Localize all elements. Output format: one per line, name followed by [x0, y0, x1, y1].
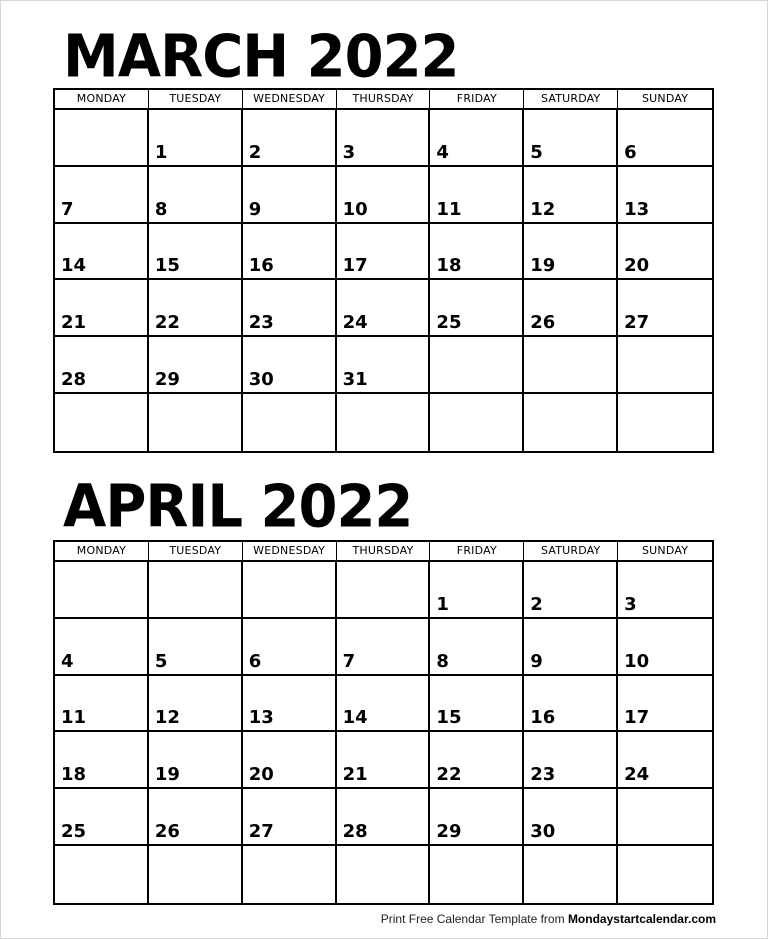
day-number: 1: [154, 141, 168, 163]
day-cell: [524, 732, 618, 789]
day-number: 25: [61, 821, 87, 843]
day-number: 10: [342, 198, 368, 220]
day-number: 11: [436, 198, 462, 220]
day-cell: [430, 280, 524, 337]
day-number: 31: [342, 369, 368, 391]
day-cell: [243, 167, 337, 224]
day-cell: [55, 846, 149, 903]
day-cell: [337, 619, 431, 676]
day-number: 15: [154, 255, 180, 277]
weekday-header: TUESDAY: [149, 542, 243, 560]
day-cell: [430, 110, 524, 167]
day-cell: [618, 167, 712, 224]
month-title-march: MARCH 2022: [63, 22, 459, 91]
weekday-header: THURSDAY: [337, 542, 431, 560]
day-cell: [149, 337, 243, 394]
weekday-header: SATURDAY: [524, 542, 618, 560]
day-number: 4: [61, 650, 74, 672]
day-cell: [618, 732, 712, 789]
day-cell: [430, 732, 524, 789]
day-cell: [618, 110, 712, 167]
day-cell: [430, 394, 524, 451]
footer-text: Print Free Calendar Template from: [380, 912, 568, 926]
footer-credit: [381, 912, 716, 926]
weekday-header: MONDAY: [55, 542, 149, 560]
day-number: 4: [436, 141, 449, 163]
day-cell: [243, 394, 337, 451]
day-number: 18: [61, 764, 87, 786]
month-title-april: APRIL 2022: [63, 472, 413, 541]
calendar-march: [53, 88, 714, 453]
day-number: 7: [342, 650, 356, 672]
day-number: 16: [530, 707, 556, 729]
day-cell: [55, 732, 149, 789]
day-number: 28: [342, 821, 368, 843]
day-number: 16: [248, 255, 274, 277]
day-cell: [55, 562, 149, 619]
day-number: 5: [154, 650, 168, 672]
day-cell: [243, 562, 337, 619]
day-cell: [55, 394, 149, 451]
day-cell: [243, 224, 337, 281]
day-cell: [55, 619, 149, 676]
day-cell: [55, 337, 149, 394]
day-number: 12: [530, 198, 556, 220]
day-cell: [430, 846, 524, 903]
day-cell: [149, 167, 243, 224]
day-number: 29: [154, 369, 180, 391]
day-cell: [524, 846, 618, 903]
weekday-header: WEDNESDAY: [243, 90, 337, 108]
day-cell: [149, 789, 243, 846]
day-number: 27: [248, 821, 274, 843]
weekday-header: MONDAY: [55, 90, 149, 108]
day-number: 18: [436, 255, 462, 277]
day-cell: [243, 789, 337, 846]
day-cell: [149, 846, 243, 903]
day-number: 30: [530, 821, 556, 843]
day-cell: [618, 619, 712, 676]
weekday-header-row: [55, 542, 712, 562]
weekday-header: FRIDAY: [430, 542, 524, 560]
day-cell: [618, 224, 712, 281]
day-cell: [524, 337, 618, 394]
day-cell: [618, 789, 712, 846]
day-number: 15: [436, 707, 462, 729]
calendar-april: [53, 540, 714, 905]
day-cell: [430, 619, 524, 676]
day-cell: [337, 167, 431, 224]
day-cell: [524, 394, 618, 451]
weekday-header: FRIDAY: [430, 90, 524, 108]
day-number: 6: [248, 650, 262, 672]
day-number: 28: [61, 369, 87, 391]
day-cell: [618, 337, 712, 394]
day-cell: [243, 110, 337, 167]
day-cell: [337, 846, 431, 903]
day-cell: [149, 619, 243, 676]
day-cell: [243, 732, 337, 789]
day-cell: [618, 562, 712, 619]
day-cell: [149, 676, 243, 733]
day-number: 17: [342, 255, 368, 277]
day-cell: [149, 224, 243, 281]
day-cell: [337, 224, 431, 281]
day-cell: [149, 110, 243, 167]
day-cell: [55, 224, 149, 281]
day-cell: [243, 676, 337, 733]
weekday-header: TUESDAY: [149, 90, 243, 108]
day-cell: [337, 337, 431, 394]
day-cell: [55, 167, 149, 224]
day-cell: [618, 676, 712, 733]
day-cell: [524, 789, 618, 846]
weekday-header: THURSDAY: [337, 90, 431, 108]
day-number: 29: [436, 821, 462, 843]
day-number: 21: [61, 312, 87, 334]
day-grid: [55, 562, 712, 903]
day-number: 9: [248, 198, 262, 220]
day-number: 26: [530, 312, 556, 334]
day-number: 14: [342, 707, 368, 729]
day-cell: [618, 846, 712, 903]
day-number: 23: [248, 312, 274, 334]
day-cell: [524, 224, 618, 281]
day-cell: [337, 789, 431, 846]
day-cell: [243, 337, 337, 394]
day-cell: [524, 110, 618, 167]
weekday-header: WEDNESDAY: [243, 542, 337, 560]
day-number: 13: [624, 198, 650, 220]
day-number: 14: [61, 255, 87, 277]
day-cell: [430, 167, 524, 224]
day-number: 2: [248, 141, 262, 163]
day-cell: [524, 562, 618, 619]
day-number: 10: [624, 650, 650, 672]
day-cell: [618, 280, 712, 337]
day-number: 30: [248, 369, 274, 391]
day-number: 23: [530, 764, 556, 786]
day-number: 22: [436, 764, 462, 786]
day-number: 17: [624, 707, 650, 729]
day-cell: [524, 280, 618, 337]
day-cell: [243, 846, 337, 903]
day-cell: [430, 676, 524, 733]
day-cell: [337, 562, 431, 619]
day-number: 2: [530, 593, 543, 615]
day-number: 6: [624, 141, 637, 163]
day-number: 3: [342, 141, 356, 163]
day-cell: [55, 789, 149, 846]
day-cell: [149, 562, 243, 619]
day-number: 1: [436, 593, 449, 615]
day-grid: [55, 110, 712, 451]
day-cell: [337, 676, 431, 733]
day-cell: [337, 110, 431, 167]
day-cell: [55, 280, 149, 337]
weekday-header: SATURDAY: [524, 90, 618, 108]
day-number: 8: [154, 198, 168, 220]
day-number: 7: [61, 198, 74, 220]
day-cell: [149, 280, 243, 337]
day-cell: [337, 732, 431, 789]
day-cell: [430, 224, 524, 281]
day-cell: [524, 167, 618, 224]
day-cell: [524, 676, 618, 733]
day-number: 12: [154, 707, 180, 729]
day-cell: [243, 280, 337, 337]
day-cell: [430, 337, 524, 394]
weekday-header: SUNDAY: [641, 92, 689, 105]
day-cell: [149, 394, 243, 451]
day-number: 13: [248, 707, 274, 729]
day-number: 19: [530, 255, 556, 277]
day-number: 19: [154, 764, 180, 786]
day-cell: [243, 619, 337, 676]
day-cell: [524, 619, 618, 676]
day-cell: [430, 789, 524, 846]
weekday-header: SUNDAY: [641, 544, 689, 557]
day-cell: [337, 280, 431, 337]
day-number: 3: [624, 593, 637, 615]
day-cell: [337, 394, 431, 451]
day-cell: [149, 732, 243, 789]
footer-site-link[interactable]: Mondaystartcalendar.com: [567, 912, 716, 926]
day-cell: [618, 394, 712, 451]
day-number: 9: [530, 650, 543, 672]
day-number: 27: [624, 312, 650, 334]
day-number: 22: [154, 312, 180, 334]
day-number: 5: [530, 141, 543, 163]
day-number: 20: [624, 255, 650, 277]
day-cell: [55, 676, 149, 733]
day-number: 24: [624, 764, 650, 786]
day-cell: [430, 562, 524, 619]
weekday-header-row: [55, 90, 712, 110]
day-number: 21: [342, 764, 368, 786]
day-cell: [55, 110, 149, 167]
day-number: 11: [61, 707, 87, 729]
day-number: 25: [436, 312, 462, 334]
day-number: 24: [342, 312, 368, 334]
day-number: 26: [154, 821, 180, 843]
day-number: 8: [436, 650, 449, 672]
day-number: 20: [248, 764, 274, 786]
